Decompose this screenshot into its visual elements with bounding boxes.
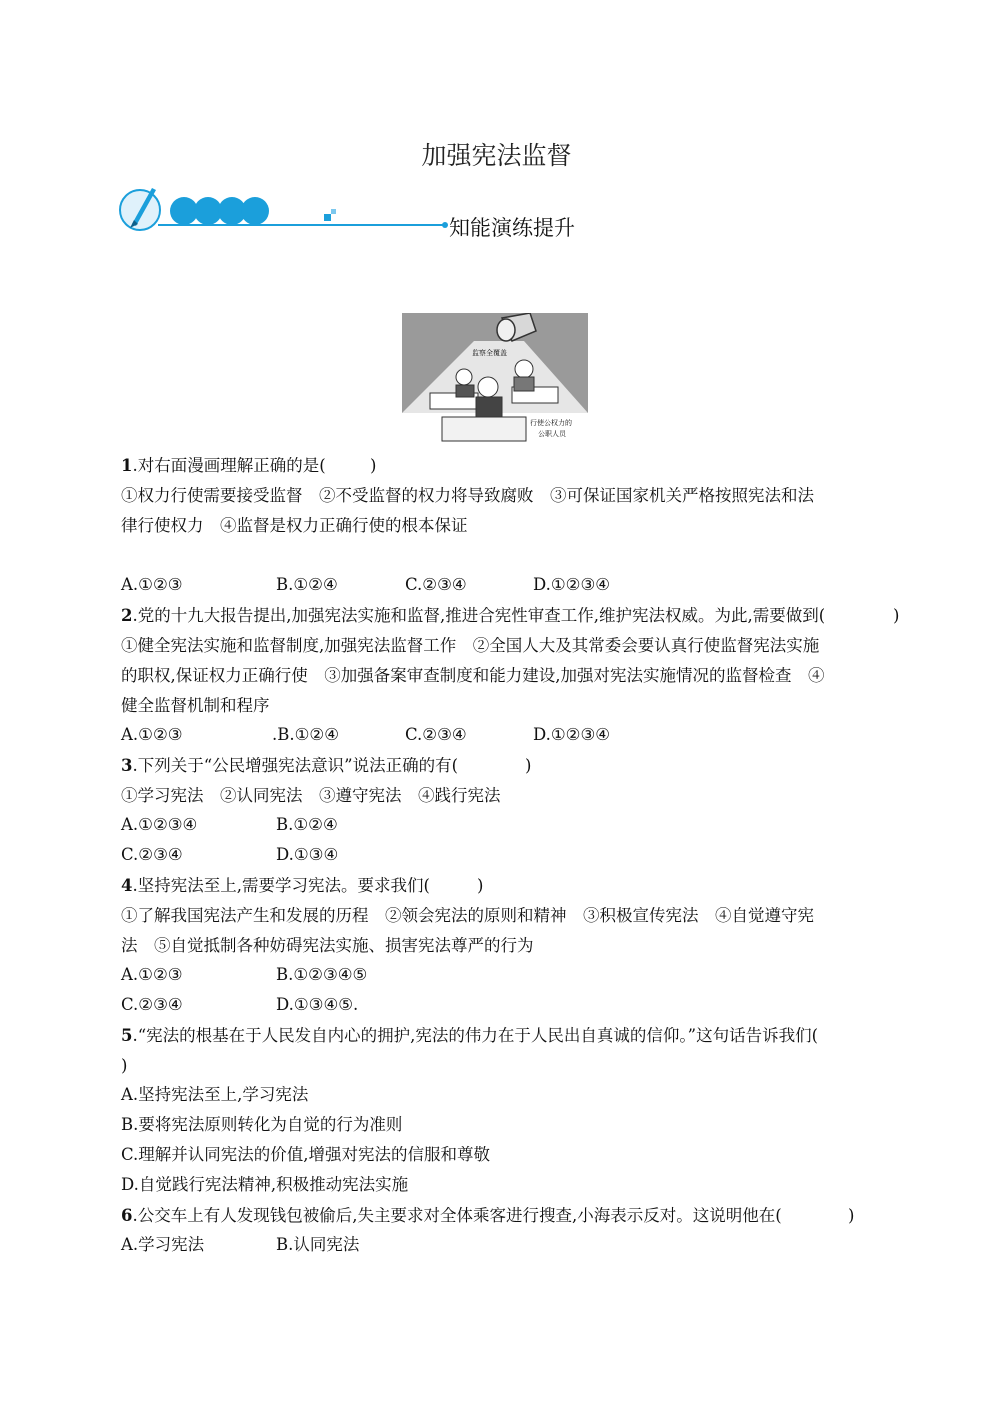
question-2-option-b[interactable]: .B.①②④ — [272, 725, 339, 744]
question-4-statements-line2: 法 ⑤自觉抵制各种妨碍宪法实施、损害宪法尊严的行为 — [121, 936, 534, 955]
section-banner-label: 知能演练提升 — [449, 216, 575, 240]
question-3-option-c[interactable]: C.②③④ — [121, 845, 183, 864]
question-1-statements-line2: 律行使权力 ④监督是权力正确行使的根本保证 — [121, 516, 468, 535]
question-5-stem: 5.“宪法的根基在于人民发自内心的拥护,宪法的伟力在于人民出自真诚的信仰。”这句话告诉我们( — [121, 1026, 819, 1045]
question-2-statements-line3: 健全监督机制和程序 — [121, 696, 270, 715]
question-4-statements-line1: ①了解我国宪法产生和发展的历程 ②领会宪法的原则和精神 ③积极宣传宪法 ④自觉遵守宪 — [121, 906, 814, 925]
question-1-stem: 1.对右面漫画理解正确的是( — [121, 456, 326, 475]
question-5-close-paren: ) — [121, 1056, 128, 1075]
question-6-option-b[interactable]: B.认同宪法 — [276, 1235, 360, 1254]
question-1-option-b[interactable]: B.①②④ — [276, 575, 338, 594]
cartoon-illustration — [402, 313, 588, 449]
question-5-option-b[interactable]: B.要将宪法原则转化为自觉的行为准则 — [121, 1115, 403, 1134]
question-5-option-a[interactable]: A.坚持宪法至上,学习宪法 — [121, 1085, 309, 1104]
question-3-option-b[interactable]: B.①②④ — [276, 815, 338, 834]
page-title: 加强宪法监督 — [421, 141, 572, 170]
question-4-close-paren: ) — [477, 876, 484, 895]
question-5-option-d[interactable]: D.自觉践行宪法精神,积极推动宪法实施 — [121, 1175, 409, 1194]
question-5-option-c[interactable]: C.理解并认同宪法的价值,增强对宪法的信服和尊敬 — [121, 1145, 491, 1164]
question-4-option-c[interactable]: C.②③④ — [121, 995, 183, 1014]
question-3-option-a[interactable]: A.①②③④ — [121, 815, 198, 834]
question-4-stem: 4.坚持宪法至上,需要学习宪法。要求我们( — [121, 876, 430, 895]
cartoon-caption-line2: 公职人员 — [538, 430, 566, 438]
question-2-option-c[interactable]: C.②③④ — [405, 725, 467, 744]
cartoon-caption-line1: 行使公权力的 — [530, 419, 572, 427]
question-1-statements-line1: ①权力行使需要接受监督 ②不受监督的权力将导致腐败 ③可保证国家机关严格按照宪法和法 — [121, 486, 814, 505]
question-2-close-paren: ) — [893, 606, 900, 625]
question-2-option-a[interactable]: A.①②③ — [121, 725, 183, 744]
question-3-stem: 3.下列关于“公民增强宪法意识”说法正确的有( — [121, 756, 459, 775]
question-4-option-d[interactable]: D.①③④⑤. — [276, 995, 359, 1014]
question-3-statements-line1: ①学习宪法 ②认同宪法 ③遵守宪法 ④践行宪法 — [121, 786, 501, 805]
question-4-option-b[interactable]: B.①②③④⑤ — [276, 965, 368, 984]
question-2-statements-line2: 的职权,保证权力正确行使 ③加强备案审查制度和能力建设,加强对宪法实施情况的监督检查 ④ — [121, 666, 825, 685]
question-1-close-paren: ) — [370, 456, 377, 475]
question-1-option-a[interactable]: A.①②③ — [121, 575, 183, 594]
question-2-stem: 2.党的十九大报告提出,加强宪法实施和监督,推进合宪性审查工作,维护宪法权威。为此,需要做到( — [121, 606, 826, 625]
question-6-stem: 6.公交车上有人发现钱包被偷后,失主要求对全体乘客进行搜查,小海表示反对。这说明他在( — [121, 1206, 782, 1225]
question-2-option-d[interactable]: D.①②③④ — [533, 725, 611, 744]
question-6-option-a[interactable]: A.学习宪法 — [121, 1235, 205, 1254]
cartoon-banner-text: 监察全覆盖 — [472, 349, 507, 357]
question-2-statements-line1: ①健全宪法实施和监督制度,加强宪法监督工作 ②全国人大及其常委会要认真行使监督宪法实施 — [121, 636, 820, 655]
question-6-close-paren: ) — [848, 1206, 855, 1225]
question-1-option-c[interactable]: C.②③④ — [405, 575, 467, 594]
question-3-option-d[interactable]: D.①③④ — [276, 845, 339, 864]
question-3-close-paren: ) — [525, 756, 532, 775]
question-4-option-a[interactable]: A.①②③ — [121, 965, 183, 984]
question-1-option-d[interactable]: D.①②③④ — [533, 575, 611, 594]
